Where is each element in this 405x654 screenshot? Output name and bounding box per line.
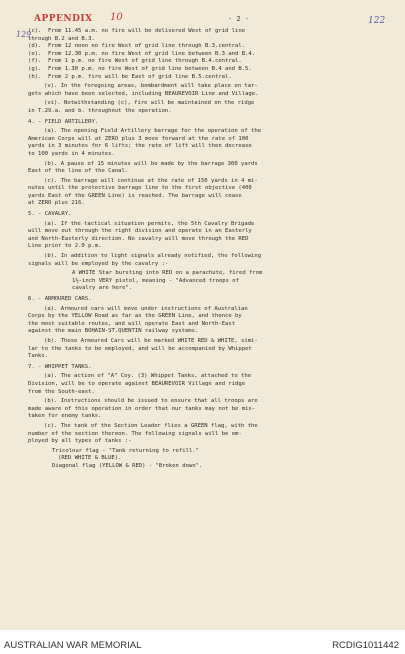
text-line: (b). A pause of 15 minutes will be made by the barrage 300 yards <box>44 160 258 167</box>
paragraph <box>28 161 393 176</box>
text-line: yards East of the GREEN Line) is reached. The barrage will cease <box>28 192 242 199</box>
paragraph <box>28 100 393 115</box>
text-line: the most suitable routes, and will operate East and North-East <box>28 320 236 327</box>
section-heading <box>28 211 393 219</box>
text-line: Corps by the YELLOW Road as far as the GREEN Line, and thence by <box>28 313 242 320</box>
item-line: From 1 p.m. no fire West of grid line through B.4.central. <box>48 58 242 65</box>
text-line: lar to the tanks to be employed, and will be accompanied by Whippet <box>28 345 252 352</box>
paragraph <box>28 83 393 98</box>
section-heading-text: 6. - ARMOURED CARS. <box>28 296 92 302</box>
item-line: From 12.30 p.m. no fire West of grid line between B.3 and B.4. <box>48 50 256 57</box>
list-item <box>28 51 393 59</box>
section-heading-text: 7. - WHIPPET TANKS. <box>28 363 92 370</box>
text-line: (a). The action of "A" Coy. (3) Whippet Tanks, attached to the <box>44 373 252 380</box>
item-line: through B.2 and B.3. <box>28 35 95 42</box>
item-label: (e). <box>28 50 42 57</box>
item-label: (h). <box>28 73 42 80</box>
paragraph <box>28 306 393 336</box>
text-line: Line prior to 2.0 p.m. <box>28 243 102 250</box>
text-line: made aware of this operation in order that our tanks may not be mis- <box>28 405 256 412</box>
handwritten-folio-number: 129 <box>16 30 32 39</box>
text-line: ployed by all types of tanks :- <box>28 438 132 445</box>
page-number: - 2 - <box>228 15 250 23</box>
paragraph <box>28 270 393 293</box>
list-item <box>28 43 393 51</box>
section-heading-text: 4. - FIELD ARTILLERY. <box>28 118 99 125</box>
text-line: taken for enemy tanks. <box>28 413 102 420</box>
paragraph <box>28 221 393 251</box>
text-line: American Corps will at ZERO plus 3 move forward at the rate of 100 <box>28 135 249 142</box>
text-line: (b). In addition to light signals already notified, the following <box>44 253 262 260</box>
text-line: (b). Instructions should be issued to ensure that all troops are <box>44 398 258 405</box>
text-line: gets which have been selected, including BEAUREVOIR Line and Village. <box>28 90 259 97</box>
section-heading <box>28 296 393 304</box>
text-line: in T.29.a. and b. throughout the operation. <box>28 107 172 114</box>
paragraph <box>28 373 393 396</box>
text-line: yards in 3 minutes for 6 lifts; the rate of lift will then decrease <box>28 143 252 150</box>
list-item <box>28 58 393 66</box>
text-line: cavalry are here". <box>72 285 133 292</box>
text-line: number of the section thereon. The following signals will be em- <box>28 430 242 437</box>
text-line: (vi). Notwithstanding (c), fire will be maintained on the ridge <box>44 100 255 107</box>
text-line: Diagonal flag (YELLOW & RED) - "Broken down". <box>52 462 203 469</box>
list-item <box>28 74 393 82</box>
paragraph <box>28 423 393 446</box>
list-item <box>28 28 393 43</box>
text-line: Tanks. <box>28 353 49 360</box>
text-line: at ZERO plus 216. <box>28 200 85 207</box>
text-line: nutes until the protective barrage line to the first objective (400 <box>28 185 252 192</box>
item-label: (f). <box>28 58 42 65</box>
text-line: from the South-east. <box>28 388 95 395</box>
paragraph <box>28 253 393 268</box>
text-line: (a). If the tactical situation permits, the 5th Cavalry Brigade <box>44 220 255 227</box>
paragraph <box>28 448 393 471</box>
handwritten-appendix-number: 10 <box>110 12 123 23</box>
text-line: (c). The barrage will continue at the rate of 150 yards in 4 mi- <box>44 177 258 184</box>
text-line: against the main BOHAIN-ST.QUENTIN railway systems. <box>28 328 199 335</box>
list-item <box>28 66 393 74</box>
item-line: From 1.30 p.m. no fire West of grid line between B.4 and B.5. <box>48 65 252 72</box>
item-line: From 2 p.m. fire will be East of grid line B.5.central. <box>48 73 232 80</box>
text-line: signals will be employed by the cavalry :- <box>28 260 169 267</box>
text-line: and North-Easterly direction. No cavalry will move through the RED <box>28 235 249 242</box>
text-line: (RED WHITE & BLUE). <box>58 455 122 462</box>
paragraph <box>28 338 393 361</box>
footer <box>0 630 405 654</box>
item-line: From 12 noon no fire West of grid line through B.3.central. <box>48 43 246 50</box>
section-heading <box>28 119 393 127</box>
section-heading <box>28 364 393 372</box>
text-line: (a). The opening Field Artillery barrage for the operation of the <box>44 128 262 135</box>
footer-source: AUSTRALIAN WAR MEMORIAL <box>4 640 142 651</box>
section-heading-text: 5. - CAVALRY. <box>28 211 72 218</box>
text-line: will move out through the right division and operate in an Easterly <box>28 228 252 235</box>
handwritten-appendix-label: APPENDIX <box>34 14 93 24</box>
document-body <box>28 14 393 470</box>
text-line: to 100 yards in 4 minutes. <box>28 150 115 157</box>
text-line: (v). In the foregoing areas, bombardment will take place on tar- <box>44 83 258 90</box>
item-label: (c). <box>28 28 42 34</box>
text-line: (a). Armoured cars will move under instructions of Australian <box>44 305 248 312</box>
footer-catalog-id: RCDIG1011442 <box>332 640 399 651</box>
paragraph <box>28 128 393 158</box>
text-line: East of the line of the Canal. <box>28 168 129 175</box>
paragraph <box>28 398 393 421</box>
text-line: Tricolour flag - "Tank returning to refill." <box>52 447 199 454</box>
text-line: (c). The tank of the Section Leader flies a GREEN flag, with the <box>44 422 258 429</box>
text-line: 1½-inch VERY pistol, meaning - "Advanced troops of <box>72 277 239 284</box>
item-label: (d). <box>28 43 42 50</box>
item-line: From 11.45 a.m. no fire will be delivered West of grid line <box>48 28 246 34</box>
text-line: Division, will be to operate against BEAUREVOIR Village and ridge <box>28 380 246 387</box>
text-line: A WHITE Star bursting into RED on a parachute, fired from <box>72 270 263 277</box>
text-line: (b). These Armoured Cars will be marked WHITE RED & WHITE, simi- <box>44 337 258 344</box>
paragraph <box>28 178 393 208</box>
item-label: (g). <box>28 65 42 72</box>
handwritten-page-number: 122 <box>368 16 386 26</box>
